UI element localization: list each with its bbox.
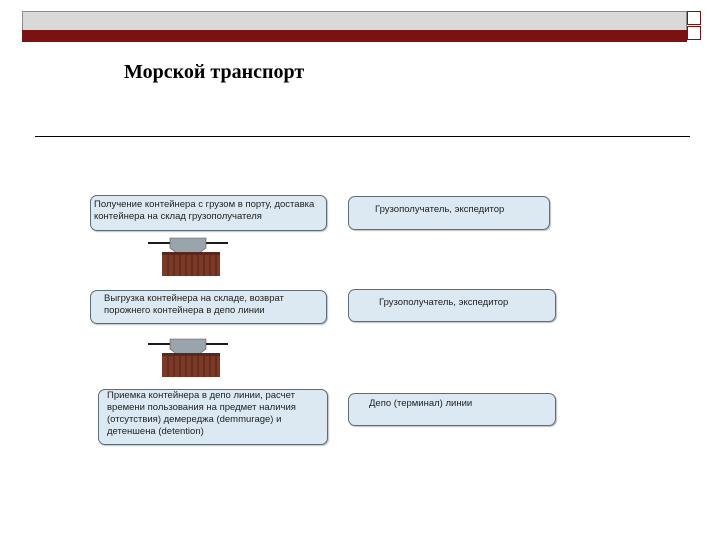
step-box-3	[98, 389, 328, 445]
step-box-3-line-4: детеншена (detention)	[107, 426, 204, 437]
step-box-2-line-1: Выгрузка контейнера на складе, возврат	[104, 293, 284, 304]
title-divider	[35, 136, 690, 137]
header-accent-bar	[22, 30, 687, 42]
corner-square-bottom	[687, 26, 701, 40]
corner-square-top	[687, 11, 701, 25]
connector-1	[148, 234, 238, 276]
step-box-3-line-3: (отсутствия) демереджа (demmurage) и	[107, 414, 282, 425]
step-box-3-line-2: времени пользования на предмет наличия	[107, 402, 296, 413]
party-box-3	[348, 393, 556, 426]
connector-2	[148, 335, 238, 377]
slide-title: Морской транспорт	[124, 61, 305, 83]
step-box-2-line-2: порожнего контейнера в депо линии	[104, 305, 265, 316]
party-box-2	[348, 289, 556, 322]
party-box-3-label: Депо (терминал) линии	[369, 398, 473, 409]
party-box-1	[348, 196, 550, 230]
party-box-2-label: Грузополучатель, экспедитор	[379, 297, 509, 308]
step-box-3-line-1: Приемка контейнера в депо линии, расчет	[107, 390, 295, 401]
step-box-1	[90, 195, 327, 231]
shipping-container-icon	[148, 335, 238, 377]
step-box-1-line-1: Получение контейнера с грузом в порту, доставка	[94, 199, 315, 210]
step-box-1-line-2: контейнера на склад грузополучателя	[94, 211, 262, 222]
party-box-1-label: Грузополучатель, экспедитор	[375, 204, 505, 215]
step-box-2	[90, 290, 327, 324]
shipping-container-icon	[148, 234, 238, 276]
